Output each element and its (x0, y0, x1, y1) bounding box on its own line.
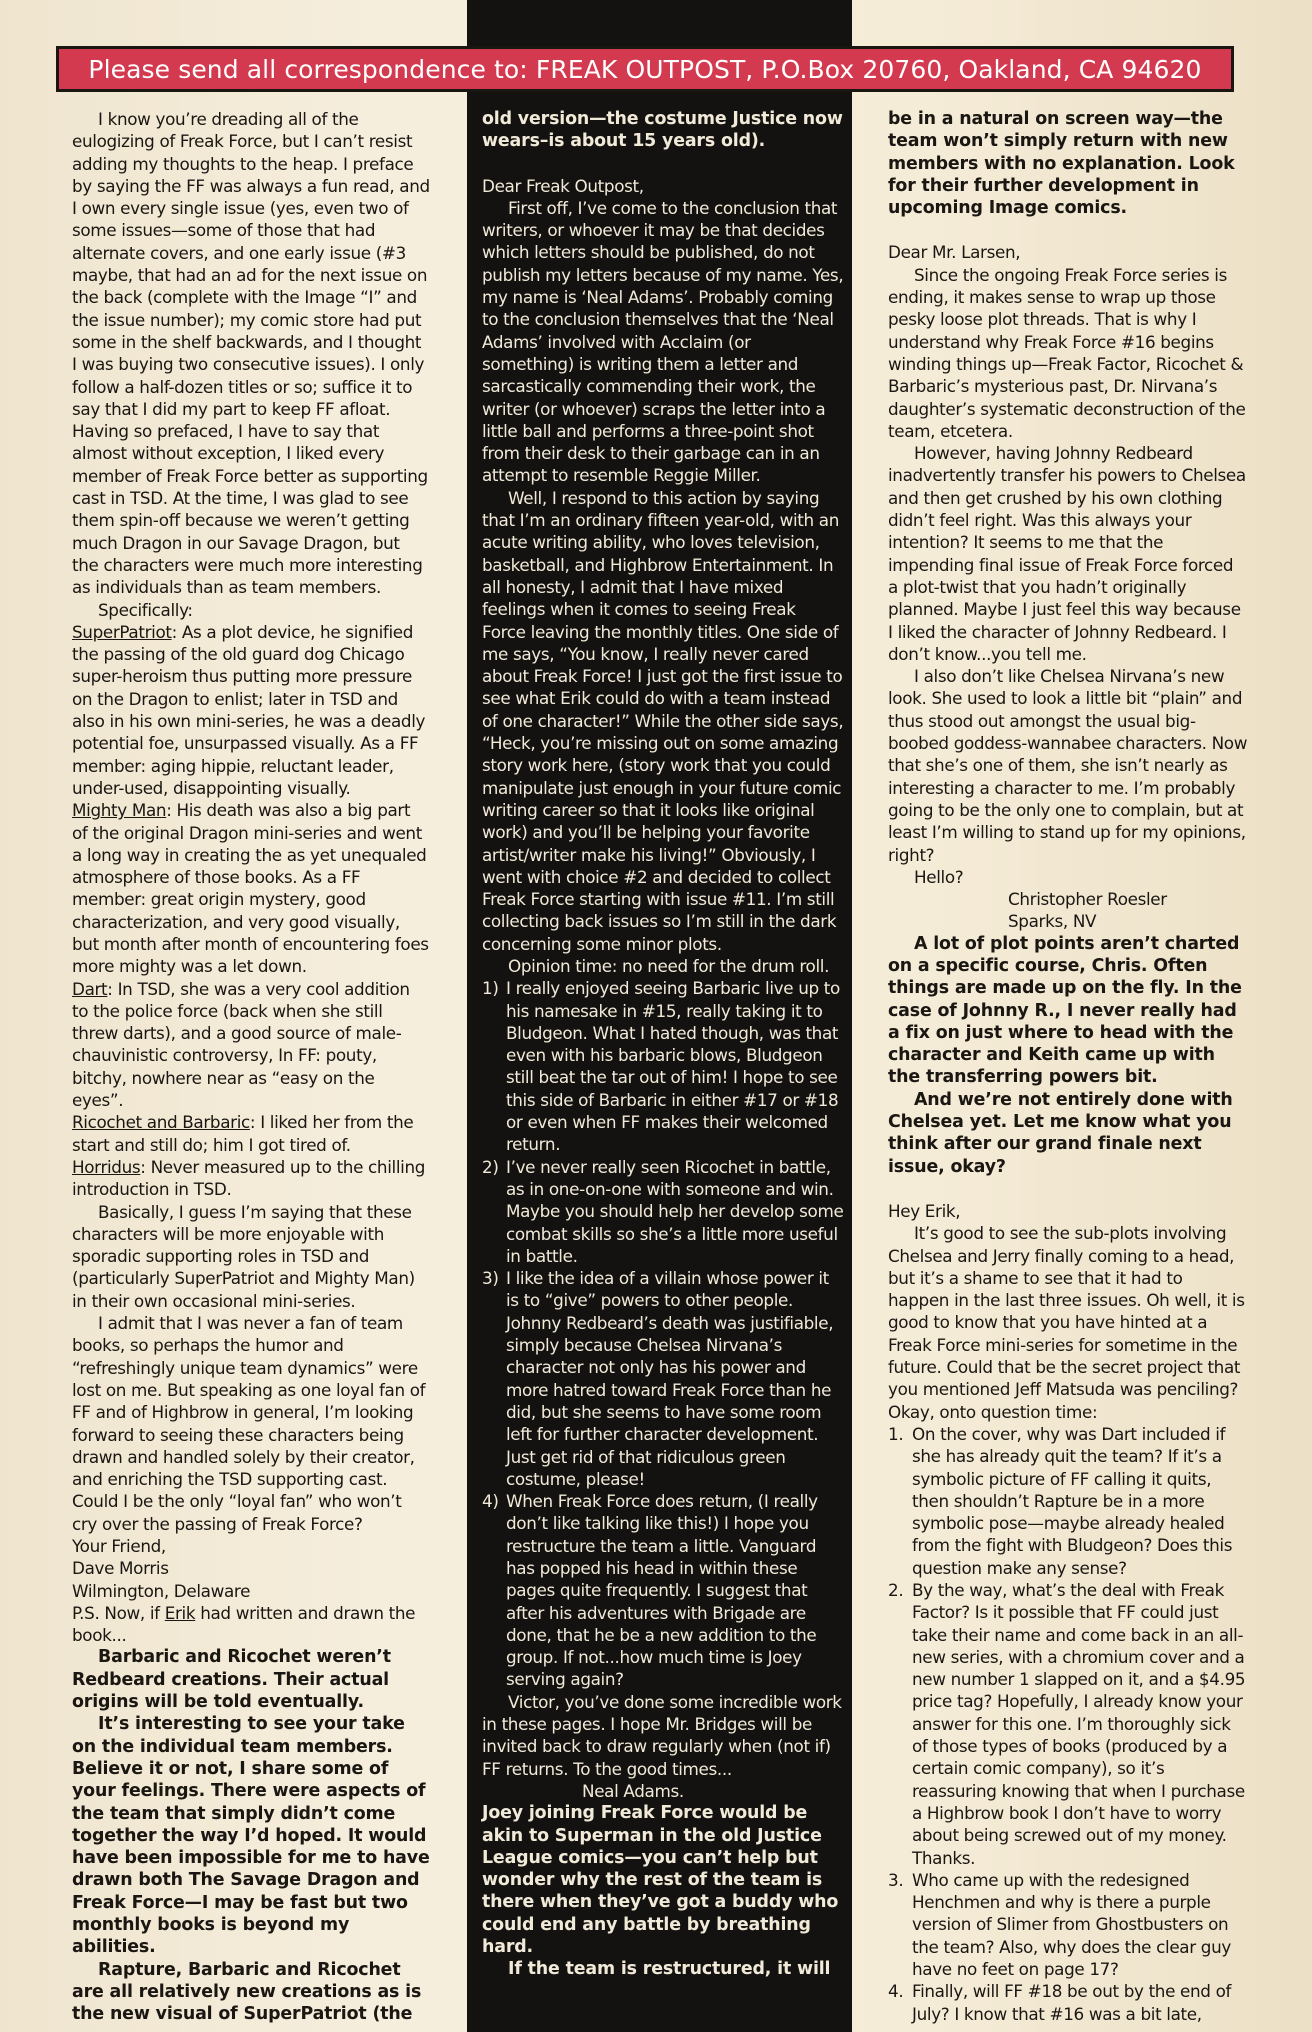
editor-reply: Barbaric and Ricochet weren’t Redbeard creations. Their actual origins will be told eventually. (72, 1647, 391, 1713)
list-item: 1) I really enjoyed seeing Barbaric live up to his namesake in #15, really taking it to Bludgeon. What I hated though, was that even with his barbaric blows, Bludgeon still beat the tar out of him! I hope to see this side of Barbaric in either #17 or #18 or even when FF makes their welcomed return. (482, 978, 840, 1155)
letter-location: Sparks, NV (1008, 911, 1097, 932)
letter-paragraph: However, having Johnny Redbeard inadvertently transfer his powers to Chelsea and then get crushed by his own clothing didn’t feel right. Was this always your intention? It seems to me that the impending final issue of Freak Force forced a plot-twist that you hadn’t originally planned. Maybe I just feel this way because I liked the character of Johnny Redbeard. I don’t know...you tell me. (888, 443, 1246, 664)
list-item: 4. Finally, will FF #18 be out by the end of July? I know that #16 was a bit late, (888, 1981, 1232, 2024)
editor-reply: It’s interesting to see your take on the individual team members. Believe it or not, I share some of your feelings. There were aspects of the team that simply didn’t come together the way I’d hoped. It would have been impossible for me to have drawn both The Savage Dragon and Freak Force—I may be fast but two monthly books is beyond my abilities. (72, 1714, 430, 1958)
editor-reply: Joey joining Freak Force would be akin to Superman in the old Justice League comics—you can’t help but wonder why the rest of the team is there when they’ve got a buddy who could end any battle by breathing hard. (482, 1803, 839, 1958)
list-item: 3) I like the idea of a villain whose power it is to “give” powers to other people. Johnny Redbeard’s death was justifiable, simply because Chelsea Nirvana’s character not only has his power and more hatred toward Freak Force than he did, but she seems to have some room left for further character development. Just get rid of that ridiculous green costume, please! (482, 1268, 834, 1489)
letter-paragraph: It’s good to see the sub-plots involving Chelsea and Jerry finally coming to a head, but it’s a shame to see that it had to happen in the last three issues. Oh well, it is good to know that you have hinted at a Freak Force mini-series for sometime in the future. Could that be the secret project that you mentioned Jeff Matsuda was penciling? Okay, onto question time: (888, 1223, 1245, 1422)
character-entry: SuperPatriot: As a plot device, he signified the passing of the old guard dog Chicago super-heroism thus putting more pressure on the Dragon to enlist; later in TSD and also in his own mini-series, he was a deadly potential foe, unsurpassed visually. As a FF member: aging hippie, reluctant leader, under-used, disappointing visually. (72, 621, 426, 798)
letter-salutation: Hey Erik, (888, 1200, 961, 1221)
editor-reply: be in a natural on screen way—the team won’t simply return with new members with no explanation. Look for their further development in upcoming Image comics. (888, 109, 1235, 219)
postscript: P.S. Now, if Erik had written and drawn the book... (72, 1602, 416, 1646)
letter-paragraph: Well, I respond to this action by saying that I’m an ordinary fifteen year-old, with an acute writing ability, who loves television, basketball, and Highbrow Entertainment. In all honesty, I admit that I have mixed feelings when it comes to seeing Freak Force leaving the monthly titles. One side of me says, “You know, I really never cared about Freak Force! I just got the first issue to see what Erik could do with a team instead of one character!” While the other side says, “Heck, you’re missing out on some amazing story work here, (story work that you could manipulate just enough in your future comic writing career so that it looks like original work) and you’ll be helping your favorite artist/writer make his living!” Obviously, I went with choice #2 and decided to collect Freak Force starting with issue #11. I’m still collecting back issues so I’m still in the dark concerning some minor plots. (482, 487, 844, 954)
character-name: Dart (72, 978, 108, 999)
correspondence-banner (56, 46, 1234, 92)
character-name: Ricochet and Barbaric (72, 1112, 250, 1133)
letter-salutation: Dear Freak Outpost, (482, 175, 644, 196)
letter-paragraph: I also don’t like Chelsea Nirvana’s new look. She used to look a little bit “plain” and thus stood out amongst the usual big-boobed goddess-wannabee characters. Now that she’s one of them, she isn’t nearly as interesting a character to me. I’m probably going to be the only one to complain, but at least I’m willing to stand up for my opinions, right? (888, 666, 1248, 865)
character-entry: Ricochet and Barbaric: I liked her from the start and still do; him I got tired of. (72, 1112, 414, 1155)
editor-reply: If the team is restructured, it will (508, 1959, 831, 1980)
character-entry: Mighty Man: His death was also a big part of the original Dragon mini-series and went a long way in creating the as yet unequaled atmosphere of those books. As a FF member: great origin mystery, good characterization, and very good visually, but month after month of encountering foes more mighty was a let down. (72, 800, 429, 977)
editor-reply: Rapture, Barbaric and Ricochet are all relatively new creations as is the new visual of SuperPatriot (the (72, 1959, 422, 2025)
character-entry: Dart: In TSD, she was a very cool addition to the police force (back when she still threw darts), and a good source of male-chauvinistic controversy, In FF: pouty, bitchy, nowhere near as “easy on the eyes”. (72, 978, 410, 1111)
list-item: 4) When Freak Force does return, (I really don’t like talking like this!) I hope you restructure the team a little. Vanguard has popped his head in within these pages quite frequently. I suggest that after his adventures with Brigade are done, that he be a new addition to the group. If not...how much time is Joey serving again? (482, 1491, 818, 1690)
letter-location: Wilmington, Delaware (72, 1580, 251, 1601)
banner-text: Please send all correspondence to: FREAK OUTPOST, P.O.Box 20760, Oakland, CA 94620 (88, 54, 1202, 84)
editor-reply: A lot of plot points aren’t charted on a specific course, Chris. Often things are made up on the fly. In the case of Johnny R., I never really had a fix on just where to head with the character and Keith came up with the transferring powers bit. (888, 933, 1242, 1088)
middle-column (482, 108, 844, 1981)
left-column (72, 108, 430, 2026)
character-name: Horridus (72, 1156, 141, 1177)
letter-author: Neal Adams. (582, 1780, 684, 1801)
character-name: SuperPatriot (72, 621, 172, 642)
letter-author: Dave Morris (72, 1558, 169, 1579)
list-item: 1. On the cover, why was Dart included if she has already quit the team? If it’s a symbolic picture of FF calling it quits, then shouldn’t Rapture be in a more symbolic pose—maybe already healed from the fight with Bludgeon? Does this question make any sense? (888, 1423, 1233, 1578)
letter-closing: Your Friend, (72, 1536, 166, 1556)
list-item: 2) I’ve never really seen Ricochet in battle, as in one-on-one with someone and win. Maybe you should help her develop some combat skills so she’s a little more useful in battle. (482, 1156, 844, 1266)
letter-paragraph: Since the ongoing Freak Force series is ending, it makes sense to wrap up those pesky loose plot threads. That is why I understand why Freak Force #16 begins winding things up—Freak Factor, Ricochet & Barbaric’s mysterious past, Dr. Nirvana’s daughter’s systematic deconstruction of the team, etcetera. (888, 264, 1246, 441)
character-name: Mighty Man (72, 800, 167, 821)
right-column (888, 108, 1248, 2025)
letter-paragraph: Hello? (914, 866, 964, 887)
letter-paragraph: First off, I’ve come to the conclusion that writers, or whoever it may be that decides which letters should be published, do not publish my letters because of my name. Yes, my name is ‘Neal Adams’. Probably coming to the conclusion themselves that the ‘Neal Adams’ involved with Acclaim (or something) is writing them a letter and sarcastically commending their work, the writer (or whoever) scraps the letter into a little ball and performs a three-point shot from their desk to their garbage can in an attempt to resemble Reggie Miller. (482, 197, 844, 486)
editor-reply: And we’re not entirely done with Chelsea yet. Let me know what you think after our grand finale next issue, okay? (888, 1089, 1233, 1177)
character-entry: Horridus: Never measured up to the chilling introduction in TSD. (72, 1156, 426, 1200)
letter-paragraph: Victor, you’ve done some incredible work in these pages. I hope Mr. Bridges will be invited back to draw regularly when (not if) FF returns. To the good times... (482, 1691, 842, 1779)
letter-paragraph: Opinion time: no need for the drum roll. (508, 955, 830, 976)
letter-salutation: Dear Mr. Larsen, (888, 242, 1021, 263)
letter-paragraph: I admit that I was never a fan of team books, so perhaps the humor and “refreshingly unique team dynamics” were lost on me. But speaking as one loyal fan of FF and of Highbrow in general, I’m looking forward to seeing these characters being drawn and handled solely by their creator, and enriching the TSD supporting cast. Could I be the only “loyal fan” who won’t cry over the passing of Freak Force? (72, 1313, 426, 1534)
letter-paragraph: Specifically: (98, 599, 193, 620)
list-item: 3. Who came up with the redesigned Henchmen and why is there a purple version of Slimer from Ghostbusters on the team? Also, why does the clear guy have no feet on page 17? (888, 1869, 1231, 1980)
editor-reply: old version—the costume Justice now wears–is about 15 years old). (482, 109, 843, 152)
list-item: 2. By the way, what’s the deal with Freak Factor? Is it possible that FF could just take their name and come back in an all-new series, with a chromium cover and a new number 1 slapped on it, and a $4.95 price tag? Hopefully, I already know your answer for this one. I’m thoroughly sick of those types of books (produced by a certain comic company), so it’s reassuring knowing that when I purchase a Highbrow book I don’t have to worry about being screwed out of my money. Thanks. (888, 1580, 1246, 1868)
letter-author: Christopher Roesler (1008, 889, 1167, 910)
letter-paragraph: Basically, I guess I’m saying that these characters will be more enjoyable with sporadic supporting roles in TSD and (particularly SuperPatriot and Mighty Man) in their own occasional mini-series. (72, 1201, 415, 1311)
letter-paragraph: I know you’re dreading all of the eulogizing of Freak Force, but I can’t resist adding my thoughts to the heap. I preface by saying the FF was always a fun read, and I own every single issue (yes, even two of some issues—some of those that had alternate covers, and one early issue (#3 maybe, that had an ad for the next issue on the back (complete with the Image “I” and the issue number); my comic store had put some in the shelf backwards, and I thought I was buying two consecutive issues). I only follow a half-dozen titles or so; suffice it to say that I did my part to keep FF afloat. Having so prefaced, I have to say that almost without exception, I liked every member of Freak Force better as supporting cast in TSD. At the time, I was glad to see them spin-off because we weren’t getting much Dragon in our Savage Dragon, but the characters were much more interesting as individuals than as team members. (72, 109, 430, 598)
